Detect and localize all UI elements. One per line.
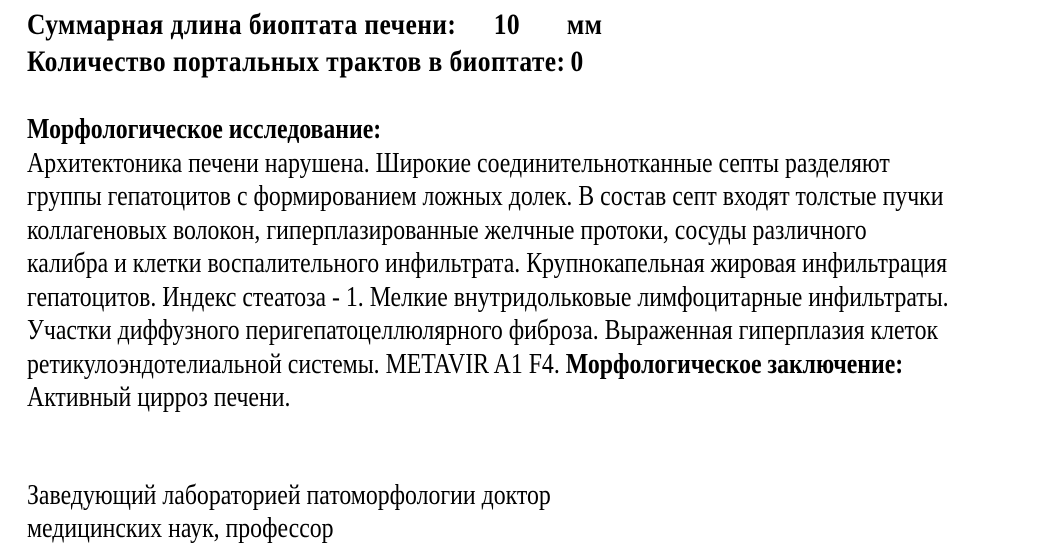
morphology-line-text: ретикулоэндотелиальной системы. METAVIR A1 F4. (27, 348, 560, 380)
biopsy-length-line (27, 6, 901, 43)
morphology-line-with-conclusion (27, 348, 904, 382)
conclusion-text: Активный цирроз печени. (27, 382, 291, 413)
morphology-line: Архитектоника печени нарушена. Широкие соединительнотканные септы разделяют (27, 147, 890, 179)
morphology-line: группы гепатоцитов с формированием ложных долек. В состав септ входят толстые пучки (27, 181, 944, 212)
morphology-line: Участки диффузного перигепатоцеллюлярного фиброза. Выраженная гиперплазия клеток (27, 315, 939, 346)
morphology-line: коллагеновых волокон, гиперплазированные желчные протоки, сосуды различного (27, 214, 867, 246)
portal-tracts-value: 0 (570, 45, 584, 78)
morphology-line: гепатоцитов. Индекс стеатоза - 1. Мелкие внутридольковые лимфоцитарные инфильтраты. (27, 281, 949, 313)
portal-tracts-label: Количество портальных трактов в биоптате: (27, 45, 566, 78)
signature-block (27, 479, 1055, 543)
signature-line: медицинских наук, профессор (27, 512, 334, 543)
morphology-section-title: Морфологическое исследование: (27, 114, 382, 145)
biopsy-length-label: Суммарная длина биоптата печени: (27, 8, 457, 41)
morphology-line: калибра и клетки воспалительного инфильтрата. Крупнокапельная жировая инфильтрация (27, 248, 948, 279)
morphology-paragraph (27, 147, 1055, 415)
conclusion-label: Морфологическое заключение: (565, 348, 904, 380)
biopsy-length-unit: мм (566, 8, 603, 41)
signature-line: Заведующий лабораторией патоморфологии доктор (27, 479, 551, 511)
portal-tracts-line (27, 43, 901, 80)
biopsy-length-value: 10 (493, 8, 521, 41)
